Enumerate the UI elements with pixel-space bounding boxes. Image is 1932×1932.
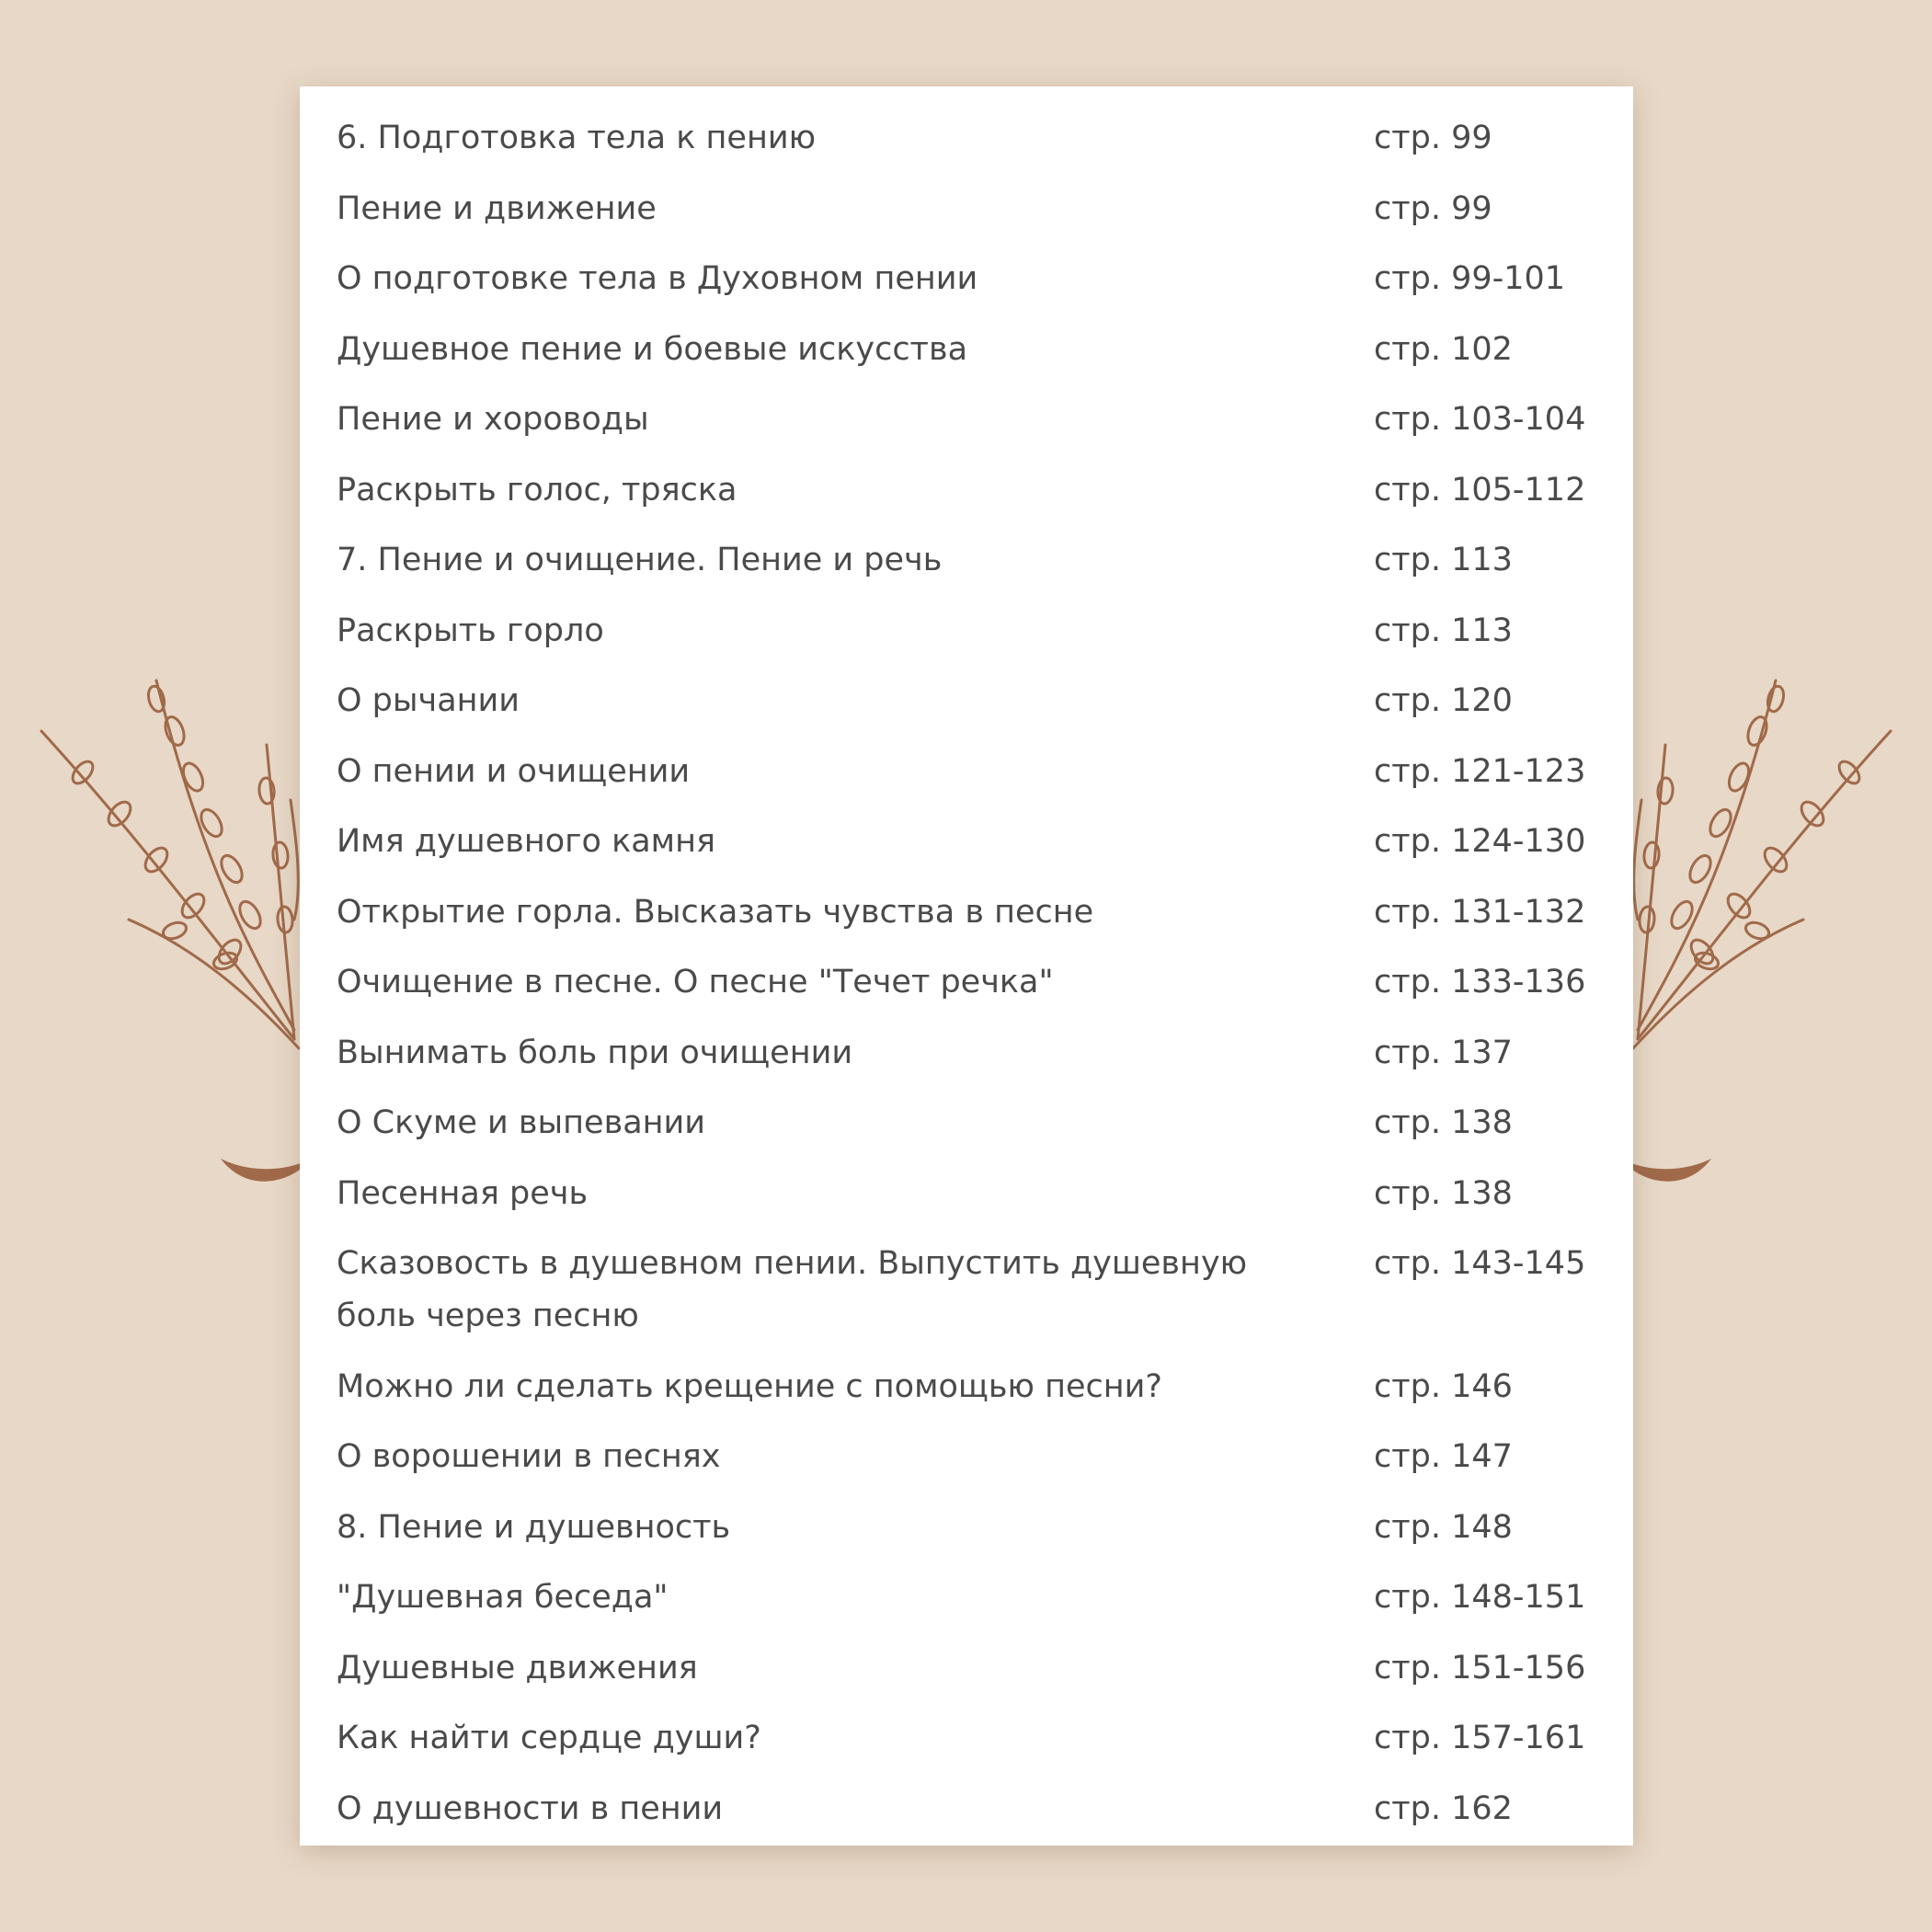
toc-entry-title: Имя душевного камня: [337, 823, 716, 860]
toc-entry: [300, 605, 1633, 676]
toc-entry-page: стр. 143-145: [1374, 1245, 1586, 1282]
toc-entry-page: стр. 148: [1374, 1508, 1513, 1546]
toc-entry: [300, 183, 1633, 254]
toc-entry-page: стр. 146: [1374, 1367, 1513, 1405]
toc-entry-page: стр. 124-130: [1374, 823, 1586, 860]
toc-entry: [300, 1168, 1633, 1239]
toc-entry-title: 8. Пение и душевность: [337, 1508, 731, 1546]
toc-entry: [300, 1783, 1633, 1854]
toc-entry-page: стр. 147: [1374, 1438, 1513, 1475]
toc-entry-page: стр. 131-132: [1374, 893, 1586, 931]
toc-entry-title: Вынимать боль при очищении: [337, 1034, 853, 1071]
toc-entry-page: стр. 113: [1374, 542, 1513, 578]
toc-entry-title: Душевные движения: [337, 1649, 698, 1686]
toc-entry: [300, 1431, 1633, 1502]
toc-entry: [300, 1361, 1633, 1432]
toc-entry-page: стр. 99: [1374, 120, 1492, 156]
toc-entry-page: стр. 133-136: [1374, 964, 1586, 1000]
toc-entry-title: О душевности в пении: [337, 1789, 724, 1827]
toc-entry: [300, 253, 1633, 324]
toc-entry-page: стр. 103-104: [1374, 401, 1586, 438]
toc-entry-title: Открытие горла. Высказать чувства в песне: [337, 893, 1094, 931]
toc-entry: [300, 956, 1633, 1027]
toc-entry: [300, 1642, 1633, 1713]
toc-entry-title: Пение и движение: [337, 189, 657, 227]
toc-entry: [300, 1712, 1633, 1783]
toc-entry-title: О ворошении в песнях: [337, 1438, 721, 1475]
toc-entry-page: стр. 99: [1374, 189, 1492, 227]
toc-entry: [300, 675, 1633, 746]
toc-entry-title: Можно ли сделать крещение с помощью песни?: [337, 1367, 1162, 1405]
toc-entry-title: Раскрыть голос, тряска: [337, 471, 737, 509]
toc-entry-page: стр. 148-151: [1374, 1579, 1586, 1616]
toc-entry: [300, 1027, 1633, 1098]
toc-entry-title: О подготовке тела в Духовном пении: [337, 260, 978, 297]
toc-entry: [300, 1238, 1633, 1361]
toc-entry-title: Песенная речь: [337, 1174, 589, 1212]
toc-entry-title: 6. Подготовка тела к пению: [337, 120, 817, 156]
toc-entry-title: Раскрыть горло: [337, 612, 604, 649]
toc-entry-title: 7. Пение и очищение. Пение и речь: [337, 542, 943, 578]
toc-entry: [300, 534, 1633, 605]
toc-entry-page: стр. 138: [1374, 1174, 1513, 1212]
toc-entry-title: О рычании: [337, 682, 520, 719]
toc-entry-page: стр. 162: [1374, 1789, 1513, 1827]
toc-entry-page: стр. 120: [1374, 682, 1513, 719]
toc-entry-page: стр. 113: [1374, 612, 1513, 649]
toc-entry: [300, 324, 1633, 394]
toc-entry-title: "Душевная беседа": [337, 1579, 669, 1616]
toc-entry: [300, 1097, 1633, 1168]
toc-entry-title: Пение и хороводы: [337, 401, 649, 438]
toc-entry-title: Душевное пение и боевые искусства: [337, 330, 968, 368]
toc-entry-title: Как найти сердце души?: [337, 1720, 761, 1756]
toc-entry: [300, 394, 1633, 464]
toc-entry-page: стр. 121-123: [1374, 752, 1586, 790]
toc-entry-page: стр. 99-101: [1374, 260, 1566, 297]
table-of-contents-page: [300, 86, 1633, 1846]
toc-entry: [300, 112, 1633, 183]
toc-entry-page: стр. 151-156: [1374, 1649, 1586, 1686]
toc-entry-page: стр. 157-161: [1374, 1720, 1586, 1756]
toc-entry-title: О Скуме и выпевании: [337, 1104, 706, 1141]
toc-entry-title: О пении и очищении: [337, 752, 691, 790]
toc-entry: [300, 1572, 1633, 1642]
toc-entry: [300, 816, 1633, 886]
toc-entry-title: Сказовость в душевном пении. Выпустить душевную боль через песню: [337, 1245, 1248, 1334]
toc-entry-title: Очищение в песне. О песне "Течет речка": [337, 964, 1054, 1000]
toc-entry: [300, 1502, 1633, 1572]
toc-entry: [300, 886, 1633, 957]
toc-entry-page: стр. 138: [1374, 1104, 1513, 1141]
toc-entry-page: стр. 102: [1374, 330, 1513, 368]
toc-entry: [300, 746, 1633, 817]
toc-entry: [300, 464, 1633, 535]
toc-entry-page: стр. 137: [1374, 1034, 1513, 1071]
toc-entry-page: стр. 105-112: [1374, 471, 1586, 509]
